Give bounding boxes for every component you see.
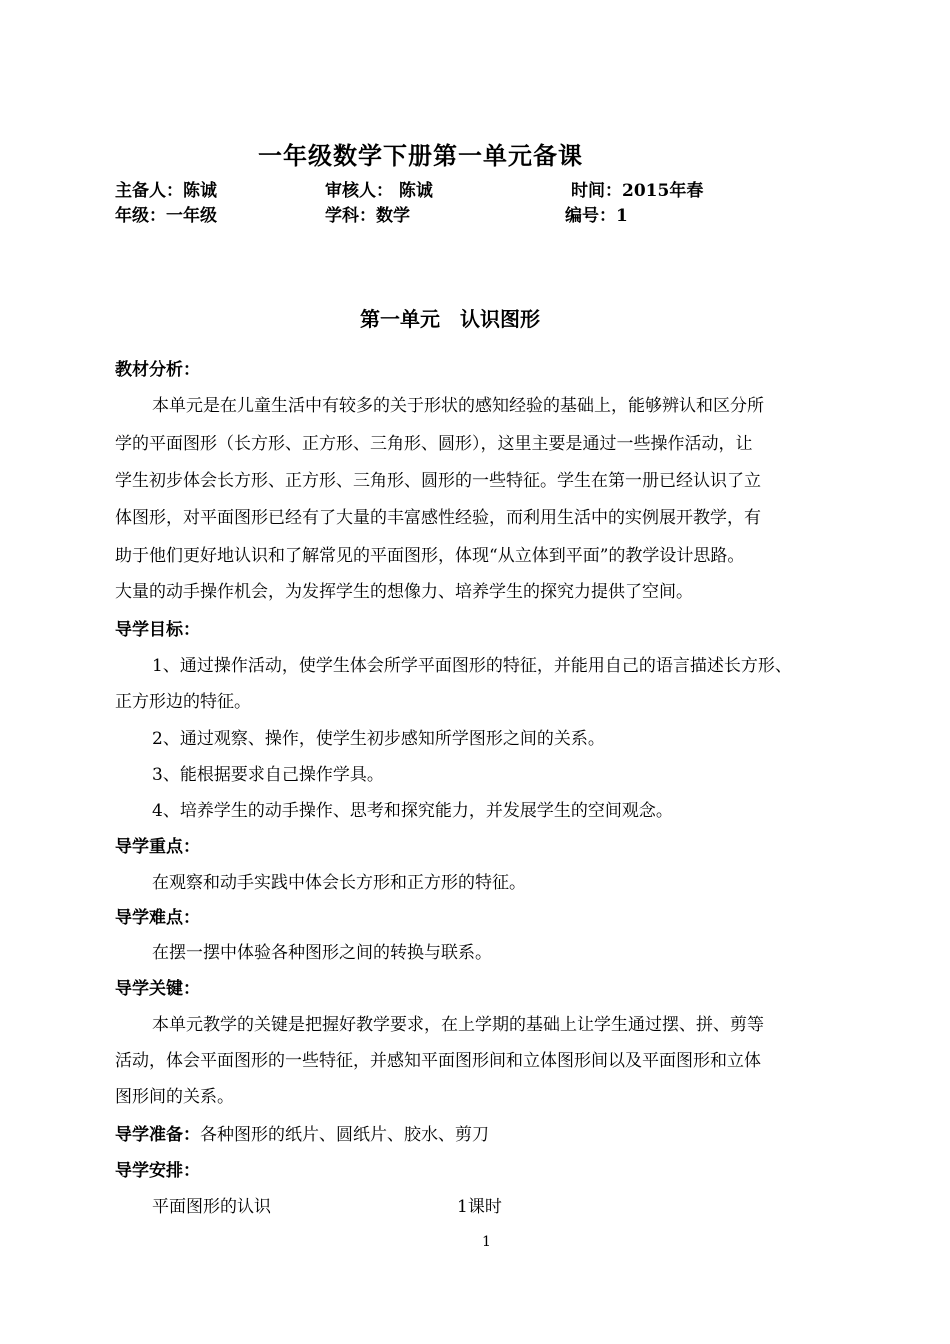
analysis-line: 学生初步体会长方形、正方形、三角形、圆形的一些特征。学生在第一册已经认识了立 (115, 471, 761, 491)
key-line: 本单元教学的关键是把握好教学要求，在上学期的基础上让学生通过摆、拼、剪等 (152, 1015, 764, 1035)
prep-text: 各种图形的纸片、圆纸片、胶水、剪刀 (200, 1125, 489, 1145)
key-heading: 导学关键： (115, 979, 200, 999)
goals-line: 3、能根据要求自己操作学具。 (152, 765, 384, 785)
focus-heading: 导学重点： (115, 837, 200, 857)
prep-row (115, 1120, 489, 1145)
analysis-line: 学的平面图形（长方形、正方形、三角形、圆形），这里主要是通过一些操作活动，让 (115, 434, 753, 454)
difficulty-heading: 导学难点： (115, 908, 200, 928)
meta-number: 编号：1 (565, 206, 628, 226)
page-number: 1 (482, 1234, 491, 1250)
analysis-line: 本单元是在儿童生活中有较多的关于形状的感知经验的基础上，能够辨认和区分所 (152, 396, 764, 416)
key-line: 图形间的关系。 (115, 1087, 234, 1107)
schedule-item: 平面图形的认识 (152, 1197, 271, 1217)
goals-line: 正方形边的特征。 (115, 692, 251, 712)
meta-subject: 学科：数学 (325, 206, 410, 226)
difficulty-text: 在摆一摆中体验各种图形之间的转换与联系。 (152, 943, 492, 963)
goals-heading: 导学目标： (115, 620, 200, 640)
meta-time: 时间：2015年春 (571, 181, 704, 201)
schedule-hours: 1课时 (457, 1197, 502, 1217)
meta-preparer: 主备人：陈诚 (115, 181, 217, 201)
meta-reviewer: 审核人： 陈诚 (325, 181, 433, 201)
prep-heading: 导学准备： (115, 1125, 200, 1145)
unit-title: 第一单元 认识图形 (360, 307, 540, 331)
focus-text: 在观察和动手实践中体会长方形和正方形的特征。 (152, 873, 526, 893)
goals-line: 2、通过观察、操作，使学生初步感知所学图形之间的关系。 (152, 729, 605, 749)
schedule-heading: 导学安排： (115, 1161, 200, 1181)
meta-grade: 年级：一年级 (115, 206, 217, 226)
goals-line: 4、培养学生的动手操作、思考和探究能力，并发展学生的空间观念。 (152, 801, 673, 821)
analysis-line: 体图形，对平面图形已经有了大量的丰富感性经验，而利用生活中的实例展开教学，有 (115, 508, 761, 528)
analysis-line: 助于他们更好地认识和了解常见的平面图形，体现“从立体到平面”的教学设计思路。 (115, 546, 745, 566)
analysis-heading: 教材分析： (115, 360, 200, 380)
analysis-line: 大量的动手操作机会，为发挥学生的想像力、培养学生的探究力提供了空间。 (115, 582, 693, 602)
goals-line: 1、通过操作活动，使学生体会所学平面图形的特征，并能用自己的语言描述长方形、 (152, 656, 792, 676)
key-line: 活动，体会平面图形的一些特征，并感知平面图形间和立体图形间以及平面图形和立体 (115, 1051, 761, 1071)
document-title: 一年级数学下册第一单元备课 (258, 141, 583, 170)
